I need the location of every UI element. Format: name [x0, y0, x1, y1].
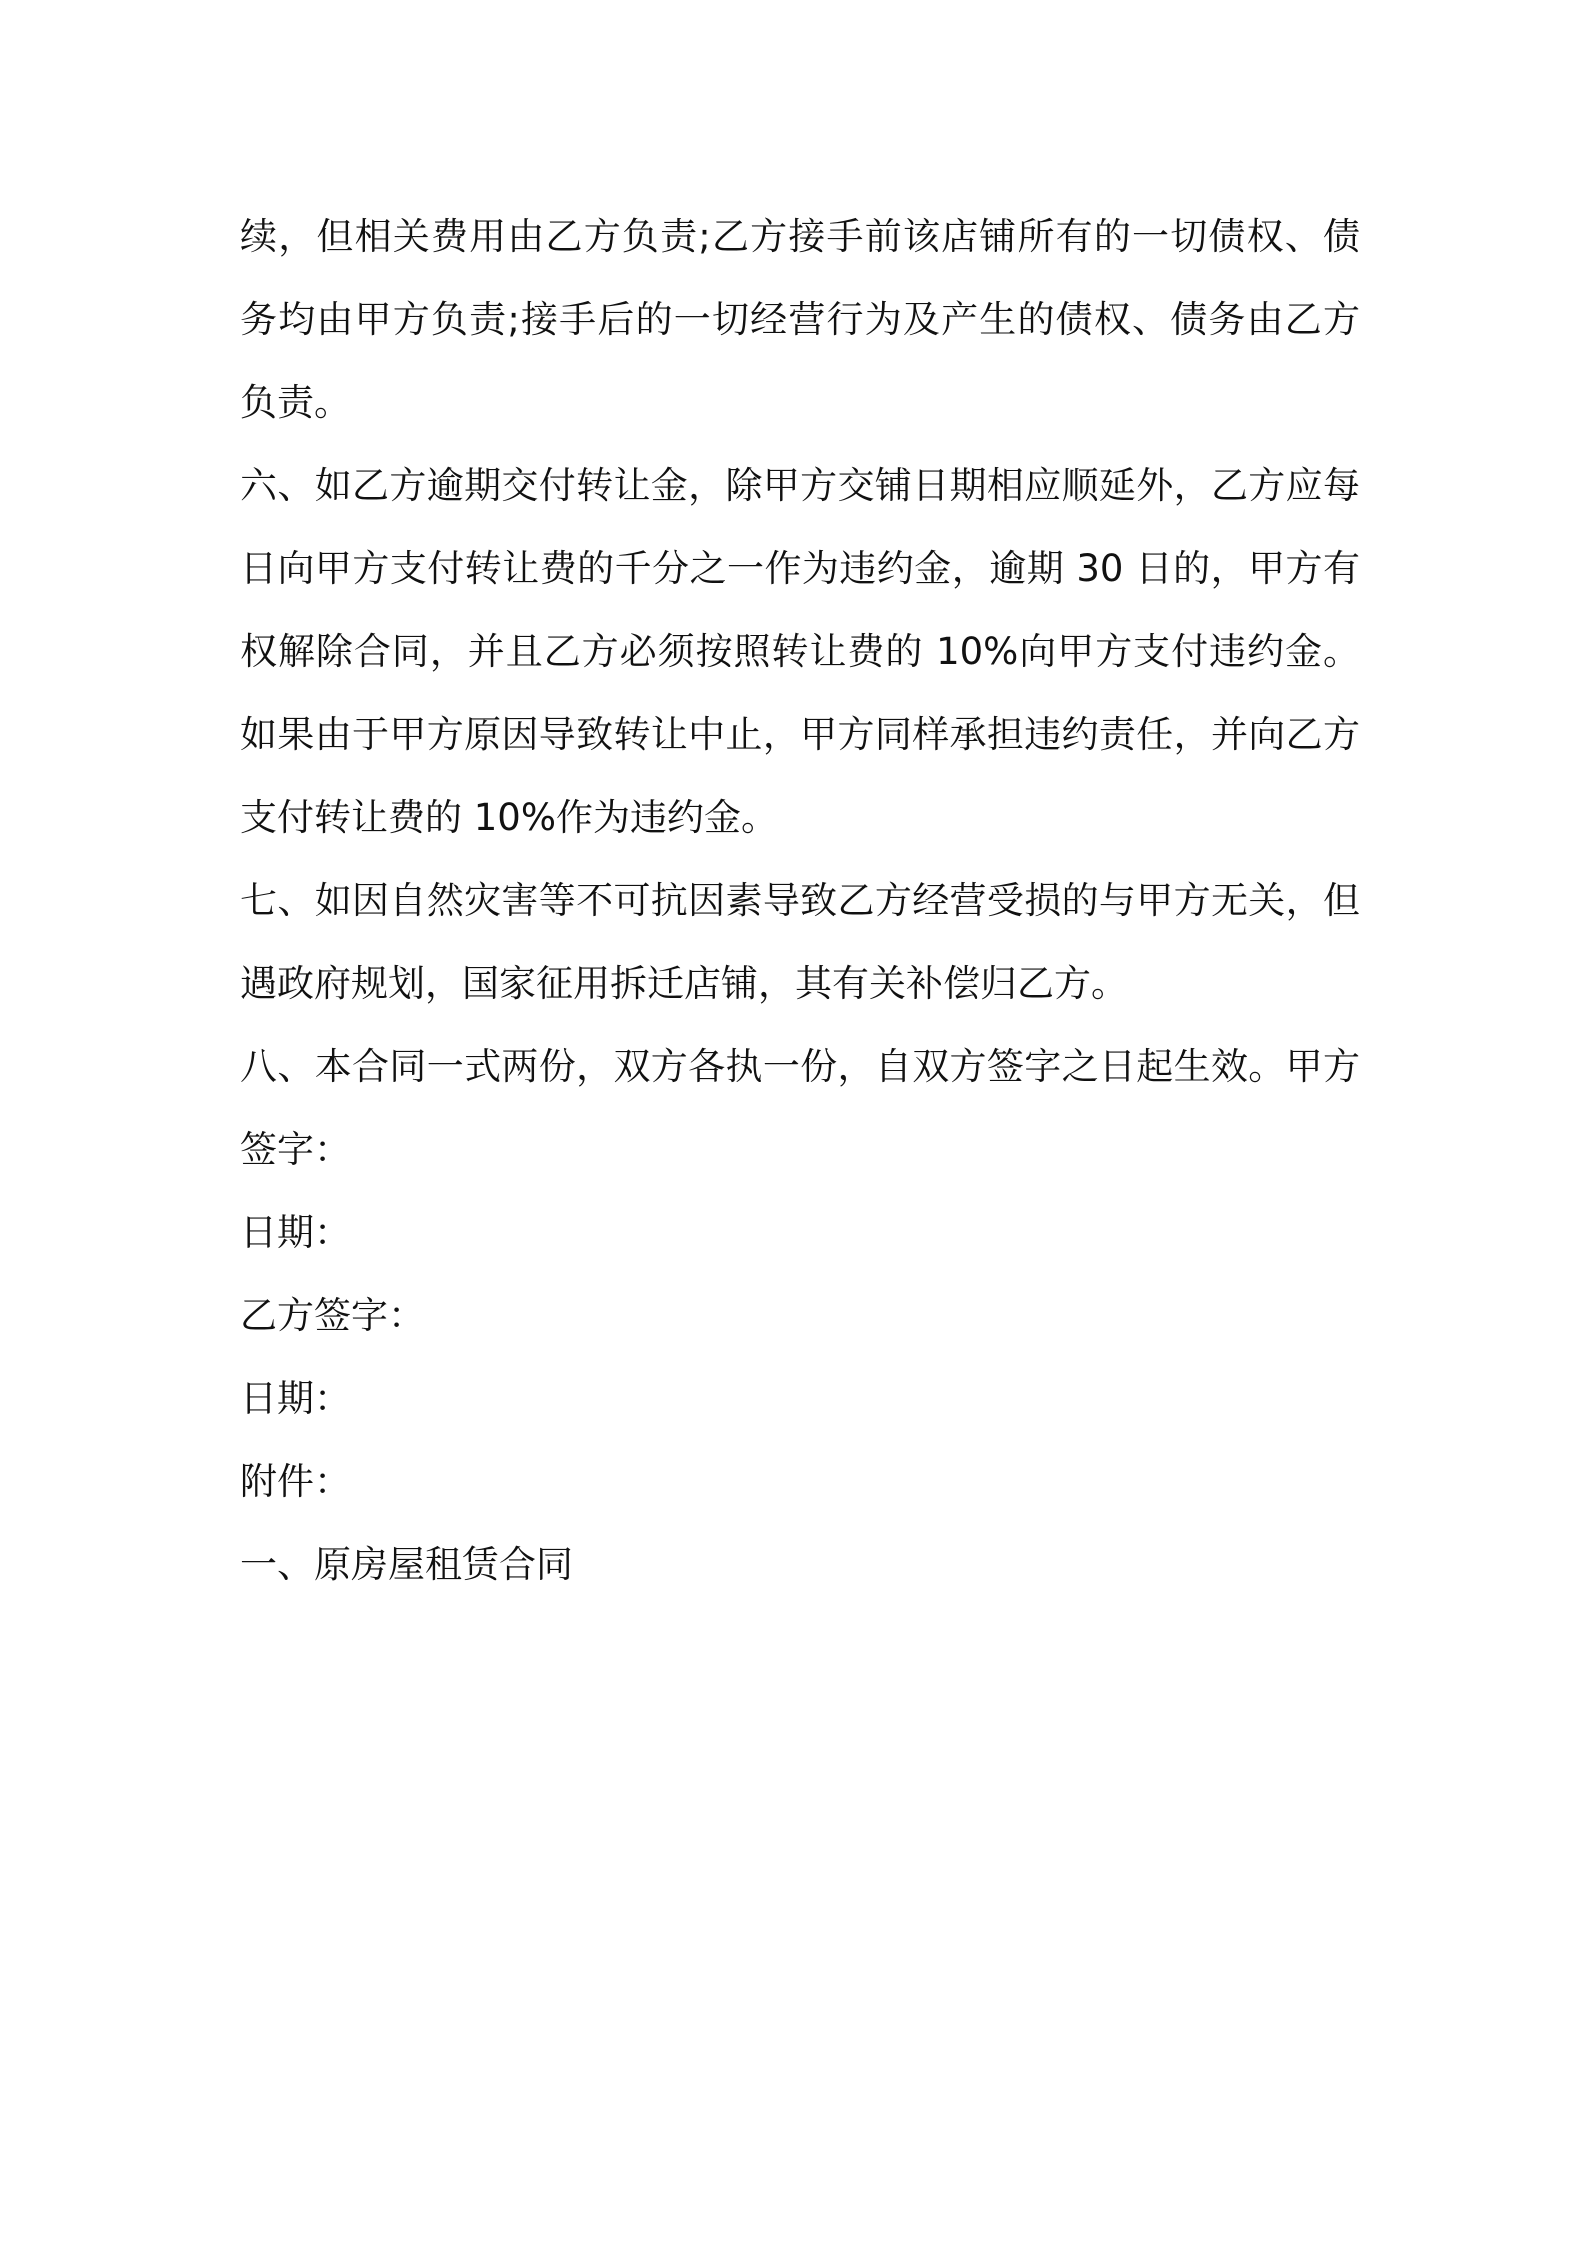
attachment-heading: 附件：	[240, 1460, 351, 1503]
paragraph-clause-six: 六、如乙方逾期交付转让金，除甲方交铺日期相应顺延外，乙方应每日向甲方支付转让费的千分之一作为违约金，逾期 30 日的，甲方有权解除合同，并且乙方必须按照转让费的 10%向甲方支付违约金。如果由于甲方原因导致转让中止，甲方同样承担违约责任，并向乙方支付转让费的 10%作为违约金。	[240, 464, 1360, 839]
party-b-date-line: 日期：	[240, 1377, 351, 1420]
paragraph-clause-seven: 七、如因自然灾害等不可抗因素导致乙方经营受损的与甲方无关，但遇政府规划，国家征用拆迁店铺，其有关补偿归乙方。	[240, 879, 1360, 1005]
party-a-date-line: 日期：	[240, 1211, 351, 1254]
paragraph-liability-continuation: 续，但相关费用由乙方负责;乙方接手前该店铺所有的一切债权、债务均由甲方负责;接手后的一切经营行为及产生的债权、债务由乙方负责。	[240, 215, 1360, 424]
paragraph-clause-eight: 八、本合同一式两份，双方各执一份，自双方签字之日起生效。甲方签字：	[240, 1045, 1360, 1171]
party-b-signature-line: 乙方签字：	[240, 1294, 425, 1337]
attachment-item-one: 一、原房屋租赁合同	[240, 1543, 573, 1586]
document-body	[240, 195, 1360, 1606]
